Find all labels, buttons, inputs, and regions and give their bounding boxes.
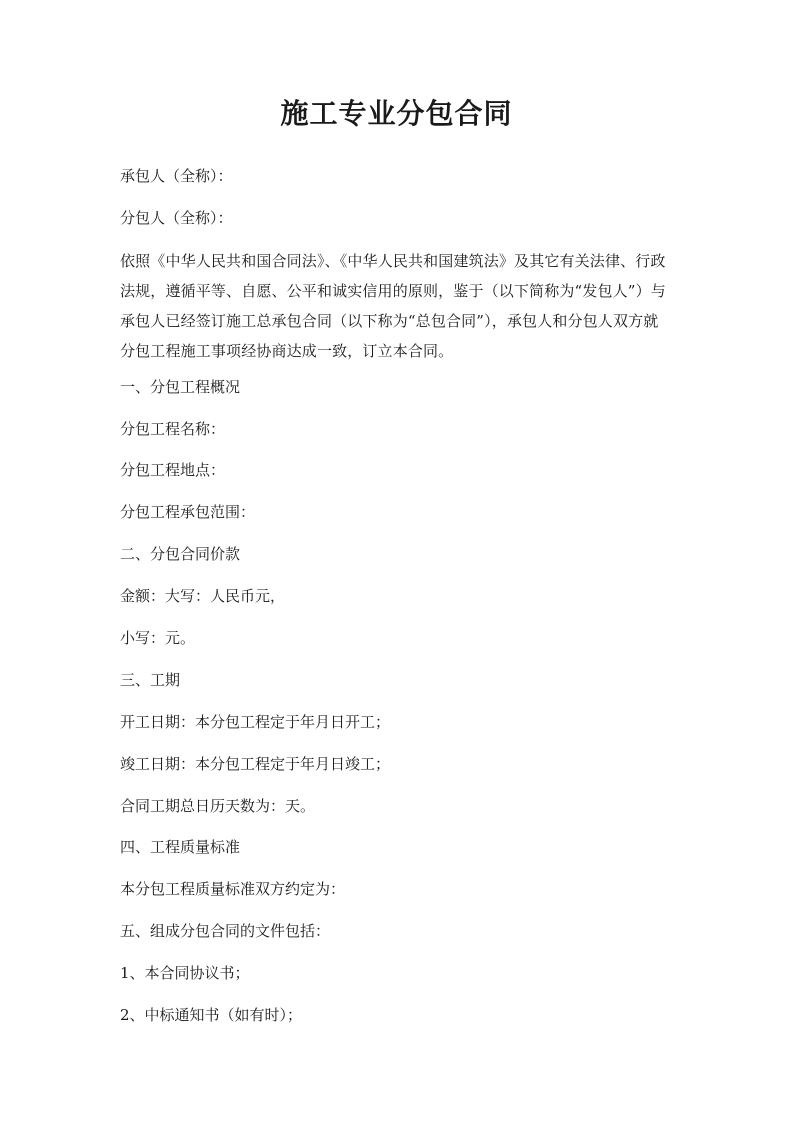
section1-heading: 一、分包工程概况 bbox=[120, 378, 241, 396]
intro-line: 法规，遵循平等、自愿、公平和诚实信用的原则，鉴于（以下简称为“发包人”）与 bbox=[120, 282, 666, 300]
amount-upper-line: 金额：大写：人民币元， bbox=[120, 587, 286, 605]
section4-heading: 四、工程质量标准 bbox=[120, 838, 241, 856]
section2-heading: 二、分包合同价款 bbox=[120, 545, 241, 563]
quality-standard-line: 本分包工程质量标准双方约定为： bbox=[120, 880, 346, 898]
intro-line: 依照《中华人民共和国合同法》、《中华人民共和国建筑法》及其它有关法律、行政 bbox=[120, 252, 666, 270]
project-location-line: 分包工程地点： bbox=[120, 461, 226, 479]
project-name-line: 分包工程名称： bbox=[120, 420, 226, 438]
amount-lower-line: 小写：元。 bbox=[120, 629, 196, 647]
document-item-2: 2、中标通知书（如有时）； bbox=[120, 1006, 303, 1024]
document-item-1: 1、本合同协议书； bbox=[120, 964, 250, 982]
contractor-line: 承包人（全称）： bbox=[120, 167, 233, 185]
finish-date-line: 竣工日期：本分包工程定于年月日竣工； bbox=[120, 755, 391, 773]
document-title: 施工专业分包合同 bbox=[280, 97, 513, 130]
start-date-line: 开工日期：本分包工程定于年月日开工； bbox=[120, 713, 391, 731]
section3-heading: 三、工期 bbox=[120, 671, 181, 689]
intro-line: 分包工程施工事项经协商达成一致，订立本合同。 bbox=[120, 342, 454, 360]
intro-line: 承包人已经签订施工总承包合同（以下称为“总包合同”），承包人和分包人双方就 bbox=[120, 312, 659, 330]
total-days-line: 合同工期总日历天数为：天。 bbox=[120, 797, 316, 815]
intro-paragraph bbox=[120, 246, 680, 366]
project-scope-line: 分包工程承包范围： bbox=[120, 503, 256, 521]
section5-heading: 五、组成分包合同的文件包括： bbox=[120, 922, 331, 940]
subcontractor-line: 分包人（全称）： bbox=[120, 209, 233, 227]
